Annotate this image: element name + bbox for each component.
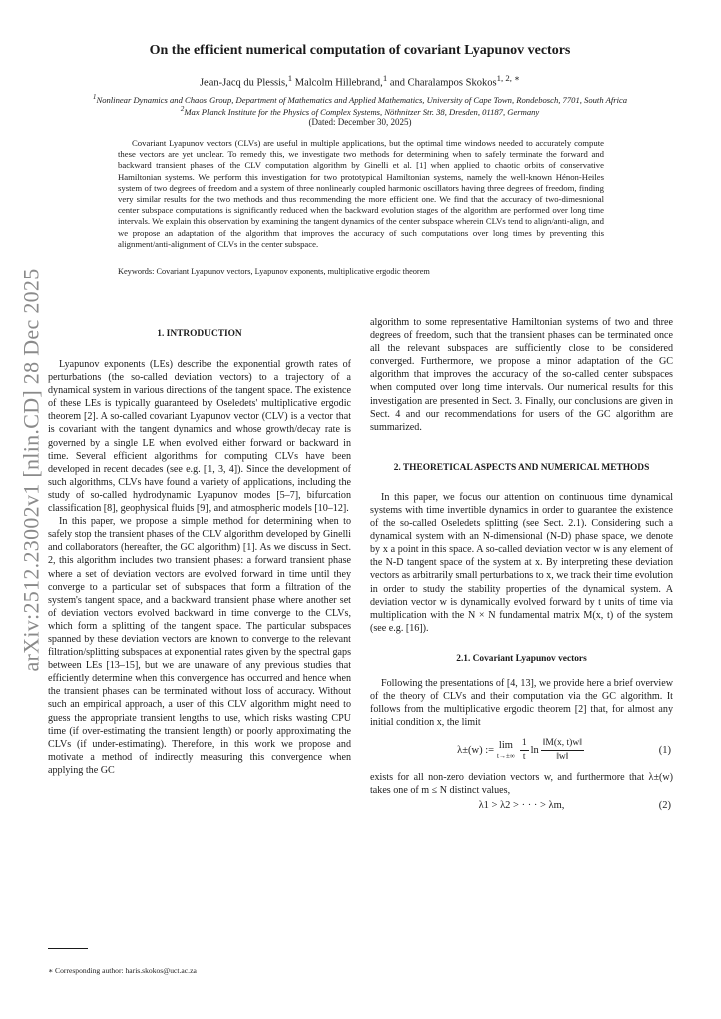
right-column: [370, 316, 673, 815]
author-3-affil: 1, 2, ∗: [496, 73, 521, 83]
eq1-ln: ln: [530, 744, 539, 756]
eq2-expression: λ1 > λ2 > · · · > λm,: [478, 800, 565, 812]
date-line: (Dated: December 30, 2025): [308, 117, 412, 127]
eq1-frac-1: [520, 737, 529, 764]
author-2: Malcolm Hillebrand,: [292, 77, 383, 89]
author-1-affil: 1: [287, 73, 293, 83]
author-list: [60, 72, 660, 90]
eq1-frac-1-num: 1: [520, 737, 529, 751]
eq1-lhs: λ±(w) :=: [457, 744, 495, 756]
footnote-rule: [48, 948, 88, 949]
eq1-frac-2-den: ‖w‖: [556, 751, 569, 762]
left-column: [48, 316, 351, 777]
eq1-limit: [497, 740, 515, 760]
footnote: ∗ Corresponding author: haris.skokos@uct.ac.za: [48, 966, 197, 975]
eq1-lim-sub: t→±∞: [497, 752, 515, 761]
author-2-affil: 1: [382, 73, 388, 83]
paper-title: On the efficient numerical computation of covariant Lyapunov vectors: [149, 43, 571, 58]
clv-paragraph-2: exists for all non-zero deviation vectors w, and furthermore that λ±(w) takes one of m ≤ N distinct values,: [370, 772, 673, 797]
eq1-number: (1): [658, 744, 671, 756]
equation-2: [370, 799, 673, 813]
eq2-number: (2): [658, 800, 671, 812]
affiliation-2: [40, 104, 680, 118]
arxiv-identifier: arXiv:2512.23002v1 [nlin.CD] 28 Dec 2025: [19, 268, 44, 672]
affiliation-1-text: Nonlinear Dynamics and Chaos Group, Department of Mathematics and Applied Mathematics, University of Cape Town, Rondebosch, 7701, South Africa: [96, 94, 628, 105]
affiliation-2-text: Max Planck Institute for the Physics of Complex Systems, Nöthnitzer Str. 38, Dresden, 01187, Germany: [184, 106, 540, 117]
section-heading-introduction: 1. INTRODUCTION: [157, 329, 242, 339]
intro-paragraph-3: algorithm to some representative Hamiltonian systems of two and three degrees of freedom, such that the transient phases can be terminated once all the relevant subspaces are sufficiently close to be considered converged. Furthermore, we propose a minor adaptation of the GC algorithm that improves the accuracy of the so-called center subspaces when computed over long time intervals. Our numerical results for this investigation are presented in Sect. 3. Finally, our conclusions are given in Sect. 4 and our recommendations for users of the GC algorithm are summarized.: [370, 317, 673, 433]
eq1-frac-2: [541, 737, 584, 764]
abstract: Covariant Lyapunov vectors (CLVs) are useful in multiple applications, but the optimal time windows needed to accurately compute these vectors are yet unclear. To remedy this, we investigate two methods for determining when to safely terminate the forward and backward transient phases of the CLV computation algorithm by Ginelli et al. [1] when applied to chaotic orbits of conservative Hamiltonian systems. We perform this investigation for two prototypical Hamiltonian systems, namely the well-known Hénon-Heiles system of two degrees of freedom and a system of three nonlinearly coupled harmonic oscillators having three degrees of freedom, finding very similar results for the two methods and thus recommending the more efficient one. We find that the accuracy of two-dimesnional center subspace computations is significantly reduced when the backward evolution stages of the algorithm are performed over long time intervals. We explain this observation by examining the tangent dynamics of the center subspace wherein CLVs tend to align/anti-align, and we propose an adaptation of the algorithm that improves the accuracy of such computations over long times by preventing this alignment/anti-alignment of CLVs in the center subspace.: [118, 138, 604, 249]
eq1-frac-2-num: ‖M(x, t)w‖: [541, 737, 584, 751]
theory-paragraph-1: In this paper, we focus our attention on continuous time dynamical systems with time invertible dynamics in order to guarantee the existence of the so-called Oseledets splitting (see Sect. 2.1). Considering such a dynamical system with an N-dimensional (N-D) phase space, we denote by x a point in this space. A so-called deviation vector w is any element of the N-D tangent space of the system at x. By interpreting these deviation vectors as arbitrarily small perturbations to x, we track their time evolution in order to study the stability properties of the dynamical system. A deviation vector w is dynamically evolved forward by t units of time via multiplication with the N × N fundamental matrix M(x, t) of the system (see e.g. [16]).: [370, 491, 673, 634]
author-1: Jean-Jacq du Plessis,: [199, 77, 288, 89]
affiliation-2-number: 2: [180, 105, 185, 113]
intro-paragraph-2: In this paper, we propose a simple method for determining when to safely stop the transient phases of the CLV algorithm developed by Ginelli and collaborators (hereafter, the GC algorithm) [1]. As we discuss in Sect. 2, this algorithm includes two transient phases: a forward transient phase where a set of deviation vectors are evolved forward in time until they converge to a particular set of subspaces that form a filtration of the system's tangent space, and a backward transient phase where another set of deviation vectors evolved backward in time converge to the CLVs, which form a splitting of the tangent space. The particular subspaces spanned by these deviation vectors are known to converge to the relevant filtration/splitting subspaces at exponential rates given by the spectral gaps between LEs [13–15], but we are unaware of any previous studies that efficiently determine when this convergence has occurred and hence when the transient phases can be terminated without loss of accuracy. Without such an empirical approach, a user of this CLV algorithm might need to guess the appropriate transient lengths to use, which risks wasting CPU time (if over-estimating the transient length) or poorly approximating the CLVs (if under-estimating). Therefore, in this work we propose and motivate a method of indirectly measuring this convergence when applying the GC: [48, 516, 351, 776]
keywords: Keywords: Covariant Lyapunov vectors, Lyapunov exponents, multiplicative ergodic theorem: [118, 267, 430, 276]
clv-paragraph-1: Following the presentations of [4, 13], we provide here a brief overview of the theory of CLVs and their computation via the GC algorithm. It follows from the multiplicative ergodic theorem [2] that, for almost any initial condition x, the limit: [370, 677, 673, 729]
eq1-lim: lim: [498, 740, 513, 752]
subsection-heading-clv: 2.1. Covariant Lyapunov vectors: [456, 653, 587, 664]
equation-1: [370, 734, 673, 766]
section-heading-theory: 2. THEORETICAL ASPECTS AND NUMERICAL METHODS: [393, 462, 650, 473]
affiliation-1-number: 1: [92, 93, 97, 101]
eq1-frac-1-den: t: [522, 751, 526, 762]
author-3: and Charalampos Skokos: [387, 77, 497, 89]
intro-paragraph-1: Lyapunov exponents (LEs) describe the exponential growth rates of perturbations (the so-called deviation vectors) to a trajectory of a dynamical system in various directions of the tangent space. The existence of these LEs is typically guaranteed by Oseledets' multiplicative ergodic theorem [2]. A so-called covariant Lyapunov vector (CLV) is a vector that is covariant with the tangent dynamics and whose growth/decay rate is governed by a single LE when evolved either forward or backward in time. Several efficient algorithms for computing CLVs have been developed in recent decades (see e.g. [1, 3, 4]). Since the development of such algorithms, CLVs have found a variety of applications, including the study of so-called hydrodynamic Lyapunov modes [5–7], bifurcation classification [8], geophysical fluids [9], and atmospheric models [10–12].: [48, 359, 351, 515]
